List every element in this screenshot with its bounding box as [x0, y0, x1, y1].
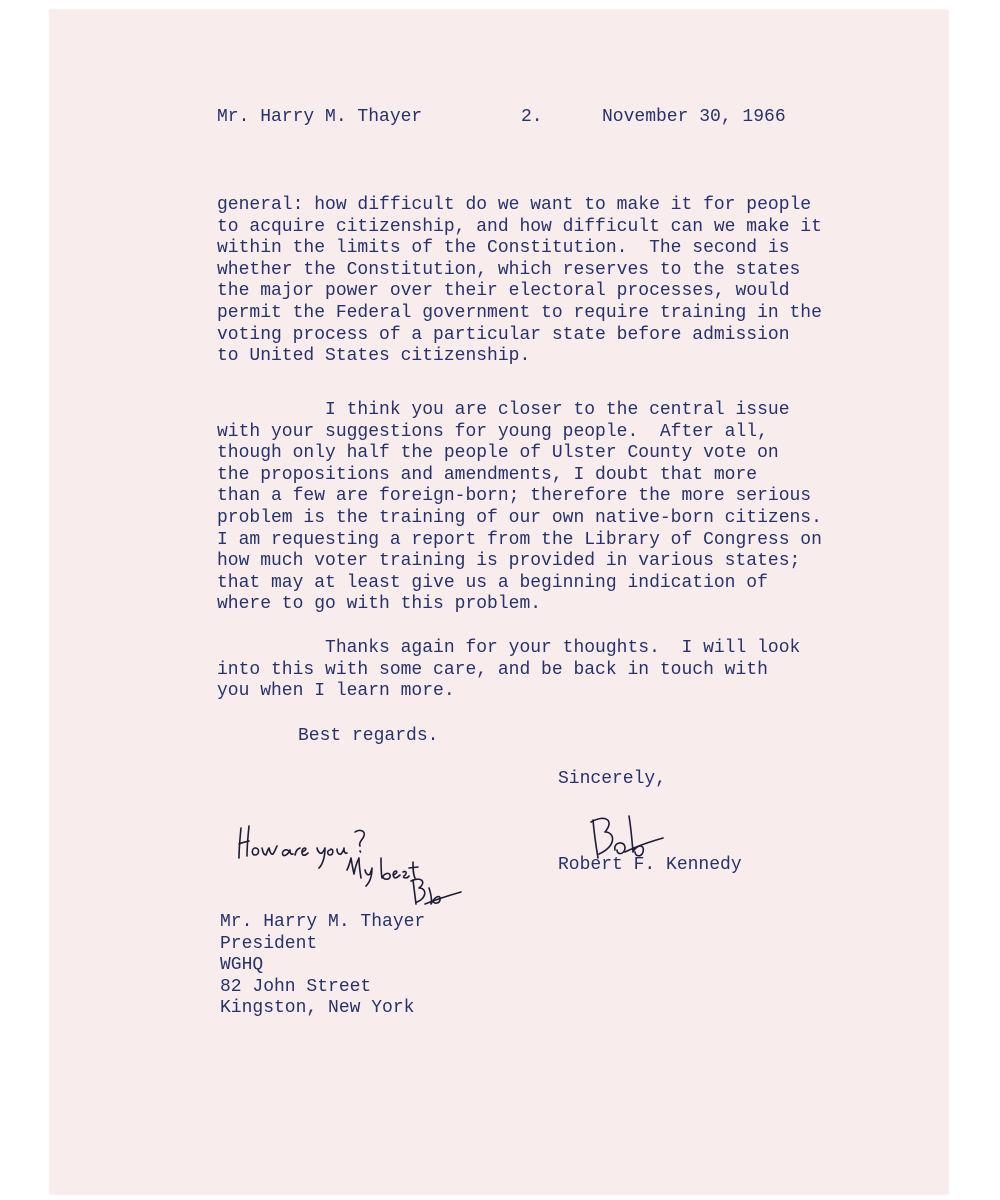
address-line-1: Mr. Harry M. Thayer — [220, 912, 426, 932]
signer-name: Robert F. Kennedy — [558, 855, 742, 875]
address-line-4: 82 John Street — [220, 976, 372, 997]
body-paragraph-3: Thanks again for your thoughts. I will look into this with some care, and be back in touch with you when I learn more. — [217, 638, 801, 702]
header-addressee: Mr. Harry M. Thayer — [217, 107, 423, 127]
letter-date: November 30, 1966 — [602, 107, 786, 127]
body-paragraph-1: general: how difficult do we want to make it for people to acquire citizenship, and how difficult can we make it within the limits of the Constitution. The second is whether the Constitution, which reserves to the states the major power over their electoral processes, would permit the Federal government to require training in the voting process of a particular state before admission to United States citizenship. — [217, 195, 822, 367]
address-line-5: Kingston, New York — [220, 998, 415, 1019]
page-number: 2. — [521, 107, 543, 127]
address-block — [220, 912, 425, 1020]
address-line-3: WGHQ — [220, 955, 264, 976]
handwritten-signature — [585, 810, 665, 870]
address-line-2: President — [220, 933, 318, 954]
handwritten-note — [235, 818, 465, 908]
body-paragraph-2: I think you are closer to the central issue with your suggestions for young people. After all, though only half the people of Ulster County vote on the propositions and amendments, I doubt that more than a few are foreign-born; therefore the more serious problem is the training of our own native-born citizens. I am requesting a report from the Library of Congress on how much voter training is provided in various states; that may at least give us a beginning indication of where to go with this problem. — [217, 400, 822, 615]
closing-line: Best regards. — [298, 726, 439, 746]
complimentary-close: Sincerely, — [558, 769, 667, 789]
letter-page — [50, 10, 948, 1194]
